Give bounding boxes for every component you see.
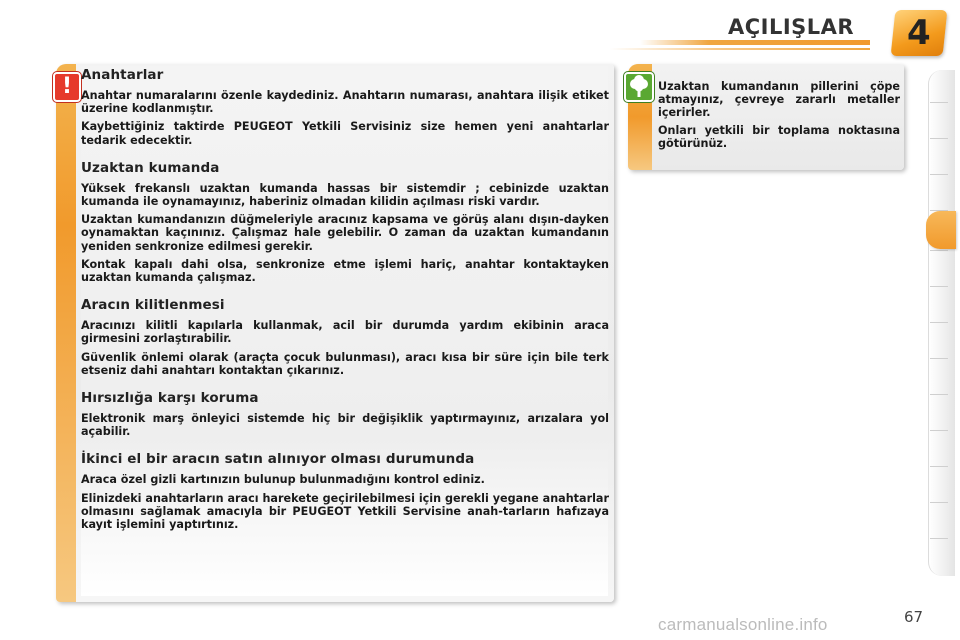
tab-separator — [930, 250, 948, 251]
section-title: Aracın kilitlenmesi — [81, 297, 225, 314]
section-paragraph: Anahtar numaralarını özenle kaydediniz. Anahtarın numarası, anahtara ilişik etiket üzerine kodlanmıştır. — [81, 89, 609, 116]
tab-separator — [930, 286, 948, 287]
header-decor-line-secondary — [610, 48, 870, 50]
section-paragraph: Güvenlik önlemi olarak (araçta çocuk bulunması), aracı kısa bir süre için bile terk etseniz dahi anahtarı kontaktan çıkarınız. — [81, 350, 609, 377]
tab-separator — [930, 102, 948, 103]
tab-separator — [930, 394, 948, 395]
tab-separator — [930, 466, 948, 467]
chapter-number: 4 — [907, 13, 931, 53]
section-paragraph: Elinizdeki anahtarların aracı harekete geçirilebilmesi için gerekli yegane anahtarlar olmasını sağlamak amacıyla bir PEUGEOT Yetkili Servisine anah-tarların hafızaya kayıt işlemini yaptırtınız. — [81, 491, 609, 532]
section-ikinci-el — [81, 451, 609, 531]
exclamation-warning-icon: ! — [53, 72, 81, 102]
section-paragraph: Aracınızı kilitli kapılarla kullanmak, acil bir durumda yardım ekibinin araca girmesini zorlaştırabilir. — [81, 319, 609, 346]
section-paragraph: Kontak kapalı dahi olsa, senkronize etme işlemi hariç, anahtar kontaktayken uzaktan kumanda çalışmaz. — [81, 257, 609, 285]
section-paragraph: Kaybettiğiniz taktirde PEUGEOT Yetkili Servisiniz size hemen yeni anahtarlar tedarik edecektir. — [81, 120, 609, 147]
section-hirsizliga-karsi-koruma — [81, 390, 609, 438]
tab-separator — [930, 322, 948, 323]
environment-box-content — [658, 80, 900, 154]
environment-paragraph: Onları yetkili bir toplama noktasına götürünüz. — [658, 123, 900, 150]
chapter-title: AÇILIŞLAR — [728, 15, 855, 39]
environment-paragraph: Uzaktan kumandanın pillerini çöpe atmayınız, çevreye zararlı metaller içerirler. — [658, 80, 900, 120]
section-aracin-kilitlenmesi — [81, 297, 609, 377]
tree-icon — [626, 74, 652, 100]
tab-separator — [930, 538, 948, 539]
section-paragraph: Elektronik marş önleyici sistemde hiç bir değişiklik yaptırmayınız, arızalara yol açabilir. — [81, 412, 609, 439]
section-title: Hırsızlığa karşı koruma — [81, 390, 259, 407]
tab-separator — [930, 138, 948, 139]
warning-box-content — [81, 67, 609, 544]
section-uzaktan-kumanda — [81, 160, 609, 284]
warning-box-side-strip — [56, 64, 76, 602]
chapter-tab-active[interactable] — [926, 211, 956, 249]
tab-separator — [930, 502, 948, 503]
section-title: İkinci el bir aracın satın alınıyor olması durumunda — [81, 451, 475, 468]
section-paragraph: Uzaktan kumandanızın düğmeleriyle aracınız kapsama ve görüş alanı dışın-dayken oynamaktan kaçınınız. Çalışmaz hale gelebilir. O zaman da uzaktan kumandanın yeniden senkronize edilmesi gerekir. — [81, 213, 609, 253]
section-title: Uzaktan kumanda — [81, 159, 220, 176]
section-title: Anahtarlar — [81, 67, 164, 83]
section-paragraph: Araca özel gizli kartınızın bulunup bulunmadığını kontrol ediniz. — [81, 473, 485, 487]
page-number: 67 — [904, 608, 924, 626]
chapter-tab-rail — [928, 70, 955, 576]
tab-separator — [930, 174, 948, 175]
watermark: carmanualsonline.info — [658, 615, 828, 634]
tab-separator — [930, 358, 948, 359]
section-anahtarlar — [81, 67, 609, 147]
tree-environment-icon — [624, 72, 654, 102]
chapter-number-badge — [891, 10, 948, 56]
tab-separator — [930, 430, 948, 431]
section-paragraph: Yüksek frekanslı uzaktan kumanda hassas bir sistemdir ; cebinizde uzaktan kumanda ile oynamayınız, haberiniz olmadan kilidin açılması riski vardır. — [81, 181, 609, 209]
